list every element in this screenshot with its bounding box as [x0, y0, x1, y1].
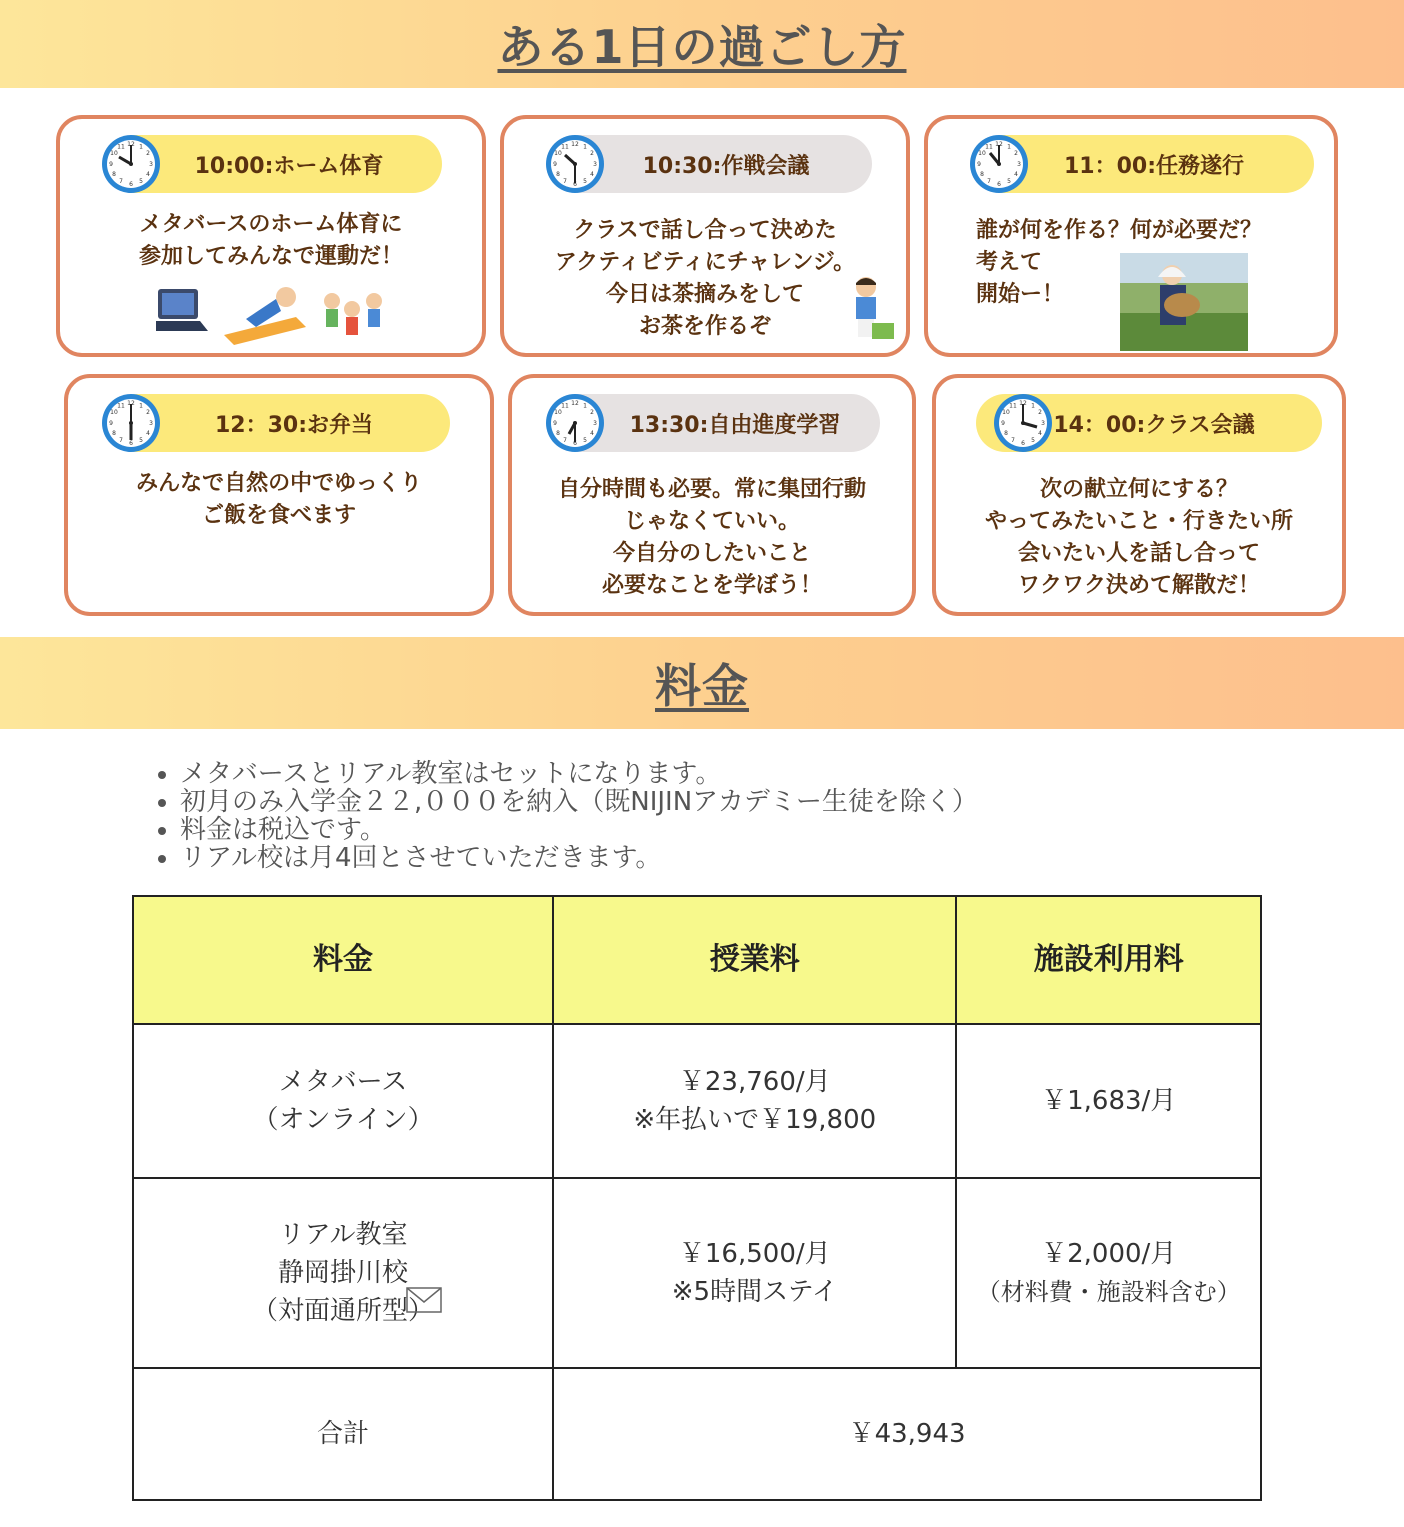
- cell-line: （オンライン）: [252, 1105, 434, 1135]
- desc-line: ワクワク決めて解散だ！: [1017, 573, 1260, 598]
- tuition-cell: [553, 1178, 956, 1368]
- cell-line: 静岡掛川校: [278, 1258, 409, 1288]
- desc-line: メタバースのホーム体育に: [139, 212, 403, 237]
- schedule-card-1030: [500, 115, 910, 357]
- desc-line: お茶を作るぞ: [638, 314, 771, 339]
- table-total-row: [133, 1368, 1261, 1500]
- cell-line: ￥1,683/月: [1041, 1086, 1177, 1116]
- schedule-banner: [0, 0, 1404, 88]
- header-cell: 授業料: [553, 896, 956, 1024]
- time-label: 13:30:自由進度学習: [629, 412, 841, 438]
- tuition-cell: [553, 1024, 956, 1178]
- note-item: • リアル校は月4回とさせていただきます。: [180, 844, 978, 872]
- time-label: 10:00:ホーム体育: [194, 153, 384, 179]
- facility-cell: [956, 1178, 1261, 1368]
- cell-line: ￥23,760/月: [678, 1067, 831, 1097]
- cell-line: リアル教室: [278, 1220, 408, 1250]
- schedule-card-1100: [924, 115, 1338, 357]
- desc-line: 自分時間も必要。常に集団行動: [557, 477, 866, 502]
- clock-icon: [968, 133, 1030, 195]
- envelope-icon: [406, 1287, 442, 1313]
- desc-line: 開始ー！: [976, 282, 1065, 307]
- cell-line: メタバース: [278, 1067, 408, 1097]
- clock-icon: [544, 133, 606, 195]
- desc-line: じゃなくていい。: [623, 509, 800, 534]
- table-row: [133, 1178, 1261, 1368]
- pricing-banner: [0, 637, 1404, 729]
- time-label: 12：30:お弁当: [214, 412, 374, 438]
- cell-line: ※5時間ステイ: [671, 1277, 838, 1307]
- cell-line: ￥2,000/月: [1041, 1239, 1177, 1269]
- total-label-cell: 合計: [133, 1368, 553, 1500]
- total-value-cell: ￥43,943: [553, 1368, 1261, 1500]
- facility-cell: [956, 1024, 1261, 1178]
- tea-picking-photo: [1120, 253, 1248, 351]
- desc-line: 今自分のしたいこと: [612, 541, 811, 566]
- cell-line: （材料費・施設料含む）: [976, 1278, 1241, 1306]
- header-cell: 施設利用料: [956, 896, 1261, 1024]
- pricing-title: 料金: [655, 659, 749, 713]
- clock-icon: [100, 392, 162, 454]
- note-item: • 料金は税込です。: [180, 816, 978, 844]
- schedule-card-1330: [508, 374, 916, 616]
- schedule-card-1000: [56, 115, 486, 357]
- desc-line: アクティビティにチャレンジ。: [554, 250, 856, 275]
- note-item: • メタバースとリアル教室はセットになります。: [180, 760, 978, 788]
- cell-line: （対面通所型）: [252, 1296, 435, 1326]
- time-label: 10:30:作戦会議: [642, 153, 810, 179]
- laptop-exercise-illustration: [156, 279, 396, 349]
- desc-line: 今日は茶摘みをして: [605, 282, 804, 307]
- desc-line: ご飯を食べます: [201, 503, 356, 528]
- plan-name-cell: [133, 1024, 553, 1178]
- header-cell: 料金: [133, 896, 553, 1024]
- boy-with-basket-illustration: [848, 275, 898, 345]
- desc-line: 次の献立何にする？: [1039, 477, 1238, 502]
- desc-line: 会いたい人を話し合って: [1017, 541, 1260, 566]
- desc-line: みんなで自然の中でゆっくり: [136, 471, 422, 496]
- time-label: 11：00:任務遂行: [1063, 153, 1245, 179]
- clock-icon: [992, 392, 1054, 454]
- clock-icon: [100, 133, 162, 195]
- desc-line: 参加してみんなで運動だ！: [138, 244, 403, 269]
- desc-line: 考えて: [976, 250, 1043, 275]
- desc-line: クラスで話し合って決めた: [573, 218, 837, 243]
- price-table: [132, 895, 1262, 1501]
- desc-line: やってみたいこと・行きたい所: [984, 509, 1293, 534]
- table-header-row: [133, 896, 1261, 1024]
- pricing-notes: [140, 760, 978, 872]
- schedule-card-1400: [932, 374, 1346, 616]
- clock-icon: [544, 392, 606, 454]
- table-row: [133, 1024, 1261, 1178]
- note-item: • 初月のみ入学金２２,０００を納入（既NIJINアカデミー生徒を除く）: [180, 788, 978, 816]
- plan-name-cell: [133, 1178, 553, 1368]
- schedule-title: ある1日の過ごし方: [497, 20, 907, 74]
- cell-line: ※年払いで￥19,800: [633, 1105, 877, 1135]
- desc-line: 必要なことを学ぼう！: [601, 573, 822, 598]
- time-label: 14：00:クラス会議: [1053, 412, 1255, 438]
- schedule-card-1230: [64, 374, 494, 616]
- desc-line: 誰が何を作る？何が必要だ？: [976, 218, 1263, 243]
- cell-line: ￥16,500/月: [678, 1239, 831, 1269]
